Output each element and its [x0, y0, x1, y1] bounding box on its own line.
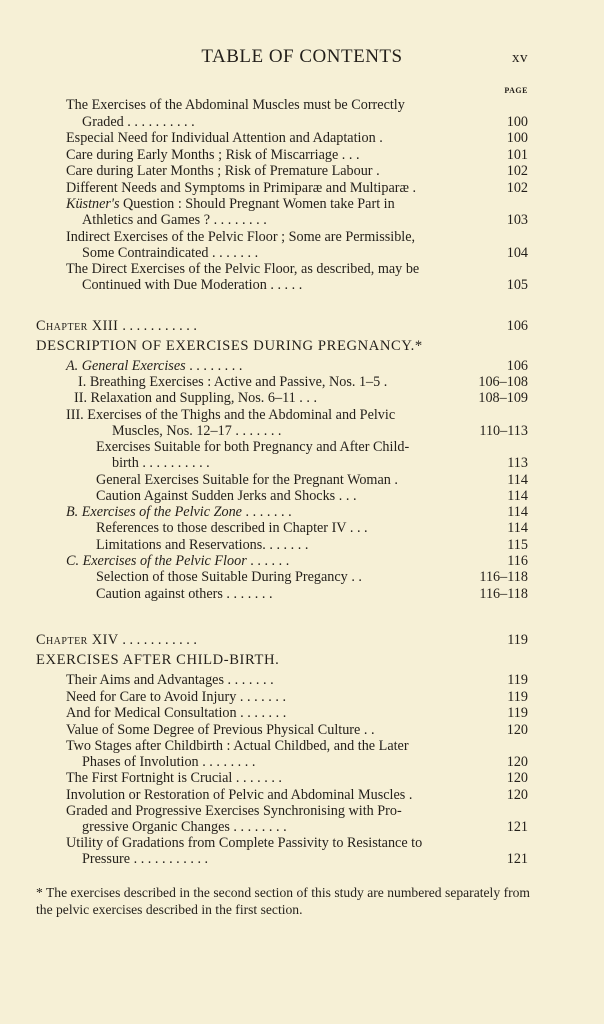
toc-entry-line: Continued with Due Moderation . . . . .	[82, 277, 303, 293]
toc-entry-line: The Exercises of the Abdominal Muscles must be Correctly	[66, 97, 405, 113]
author-name: Küstner's	[66, 196, 120, 212]
running-title: TABLE OF CONTENTS	[201, 46, 403, 67]
toc-page-number: 105	[506, 277, 528, 293]
toc-entry-line: C. Exercises of the Pelvic Floor . . . . . .	[66, 553, 290, 569]
toc-entry-line: Limitations and Reservations. . . . . . .	[96, 537, 309, 553]
toc-page-number: 106	[506, 318, 528, 334]
toc-entry-line: I. Breathing Exercises : Active and Passive, Nos. 1–5 .	[78, 374, 388, 390]
toc-entry-line	[66, 196, 395, 213]
toc-page-number: 108–109	[478, 390, 528, 406]
toc-entry-line: II. Relaxation and Suppling, Nos. 6–11 . . .	[74, 390, 318, 406]
toc-page-number: 120	[506, 754, 528, 770]
toc-page-number: 119	[507, 672, 528, 688]
toc-entry-line: The First Fortnight is Crucial . . . . . . .	[66, 770, 282, 786]
toc-page-number: 115	[507, 537, 528, 553]
toc-page-number: 100	[506, 130, 528, 146]
toc-entry-text: Question : Should Pregnant Women take Part in	[119, 196, 395, 212]
page-number: xv	[512, 50, 528, 66]
toc-entry-line: Need for Care to Avoid Injury . . . . . . .	[66, 689, 286, 705]
toc-page-number: 114	[507, 472, 528, 488]
toc-entry-line: Selection of those Suitable During Pregancy . .	[96, 569, 362, 585]
toc-entry-line: Graded . . . . . . . . . .	[82, 114, 195, 130]
toc-entry-line: Pressure . . . . . . . . . . .	[82, 851, 209, 867]
toc-page-number: 104	[506, 245, 528, 261]
toc-page-number: 121	[506, 851, 528, 867]
chapter-title: EXERCISES AFTER CHILD-BIRTH.	[36, 652, 280, 668]
toc-page-number: 119	[507, 632, 528, 648]
toc-page-number: 116	[507, 553, 528, 569]
toc-page-number: 114	[507, 504, 528, 520]
toc-page-number: 101	[506, 147, 528, 163]
toc-page-number: 102	[506, 180, 528, 196]
toc-page-number: 113	[507, 455, 528, 471]
toc-page-number: 100	[506, 114, 528, 130]
toc-entry-line: B. Exercises of the Pelvic Zone . . . . . . .	[66, 504, 292, 520]
toc-page-number: 120	[506, 722, 528, 738]
toc-entry-line: Some Contraindicated . . . . . . .	[82, 245, 259, 261]
toc-entry-line: Graded and Progressive Exercises Synchronising with Pro-	[66, 803, 402, 819]
toc-entry-line: Care during Later Months ; Risk of Premature Labour .	[66, 163, 380, 179]
toc-entry-line: Care during Early Months ; Risk of Miscarriage . . .	[66, 147, 360, 163]
toc-page-number: 120	[506, 787, 528, 803]
toc-page-number: 120	[506, 770, 528, 786]
toc-page-number: 103	[506, 212, 528, 228]
toc-entry-line: Especial Need for Individual Attention and Adaptation .	[66, 130, 383, 146]
toc-page-number: 114	[507, 520, 528, 536]
toc-entry-line: Utility of Gradations from Complete Passivity to Resistance to	[66, 835, 423, 851]
chapter-title: DESCRIPTION OF EXERCISES DURING PREGNANCY.*	[36, 338, 423, 354]
toc-entry-line: Their Aims and Advantages . . . . . . .	[66, 672, 274, 688]
toc-entry-line: Different Needs and Symptoms in Primiparæ and Multiparæ .	[66, 180, 417, 196]
toc-entry-line: Caution Against Sudden Jerks and Shocks . . .	[96, 488, 357, 504]
toc-entry-line: Indirect Exercises of the Pelvic Floor ; Some are Permissible,	[66, 229, 416, 245]
toc-entry-line: Exercises Suitable for both Pregnancy and After Child-	[96, 439, 410, 455]
toc-entry-line: Athletics and Games ? . . . . . . . .	[82, 212, 267, 228]
footnote: * The exercises described in the second section of this study are numbered separately from the pelvic exercises described in the first section.	[36, 885, 530, 917]
toc-page-number: 106	[506, 358, 528, 374]
toc-page-number: 102	[506, 163, 528, 179]
toc-entry-line: Two Stages after Childbirth : Actual Childbed, and the Later	[66, 738, 409, 754]
chapter-label: Chapter XIV . . . . . . . . . . .	[36, 632, 197, 648]
toc-page-number: 119	[507, 689, 528, 705]
toc-entry-line: Phases of Involution . . . . . . . .	[82, 754, 256, 770]
toc-entry-line: gressive Organic Changes . . . . . . . .	[82, 819, 287, 835]
toc-entry-line: birth . . . . . . . . . .	[112, 455, 210, 471]
toc-entry-line: A. General Exercises . . . . . . . .	[66, 358, 243, 374]
chapter-label: Chapter XIII . . . . . . . . . . .	[36, 318, 197, 334]
toc-entry-line: Involution or Restoration of Pelvic and Abdominal Muscles .	[66, 787, 413, 803]
toc-entry-line: Caution against others . . . . . . .	[96, 586, 273, 602]
toc-entry-line: III. Exercises of the Thighs and the Abdominal and Pelvic	[66, 407, 396, 423]
toc-entry-line: Muscles, Nos. 12–17 . . . . . . .	[112, 423, 282, 439]
toc-page-number: 121	[506, 819, 528, 835]
toc-entry-line: The Direct Exercises of the Pelvic Floor, as described, may be	[66, 261, 420, 277]
page-column-label: PAGE	[504, 86, 528, 95]
toc-page-number: 116–118	[479, 569, 528, 585]
toc-page-number: 119	[507, 705, 528, 721]
toc-page-number: 116–118	[479, 586, 528, 602]
toc-page-number: 106–108	[478, 374, 528, 390]
toc-entry-line: And for Medical Consultation . . . . . . .	[66, 705, 287, 721]
toc-entry-line: Value of Some Degree of Previous Physical Culture . .	[66, 722, 375, 738]
toc-page-number: 110–113	[479, 423, 528, 439]
toc-entry-line: General Exercises Suitable for the Pregnant Woman .	[96, 472, 398, 488]
toc-entry-line: References to those described in Chapter IV . . .	[96, 520, 368, 536]
toc-page-number: 114	[507, 488, 528, 504]
